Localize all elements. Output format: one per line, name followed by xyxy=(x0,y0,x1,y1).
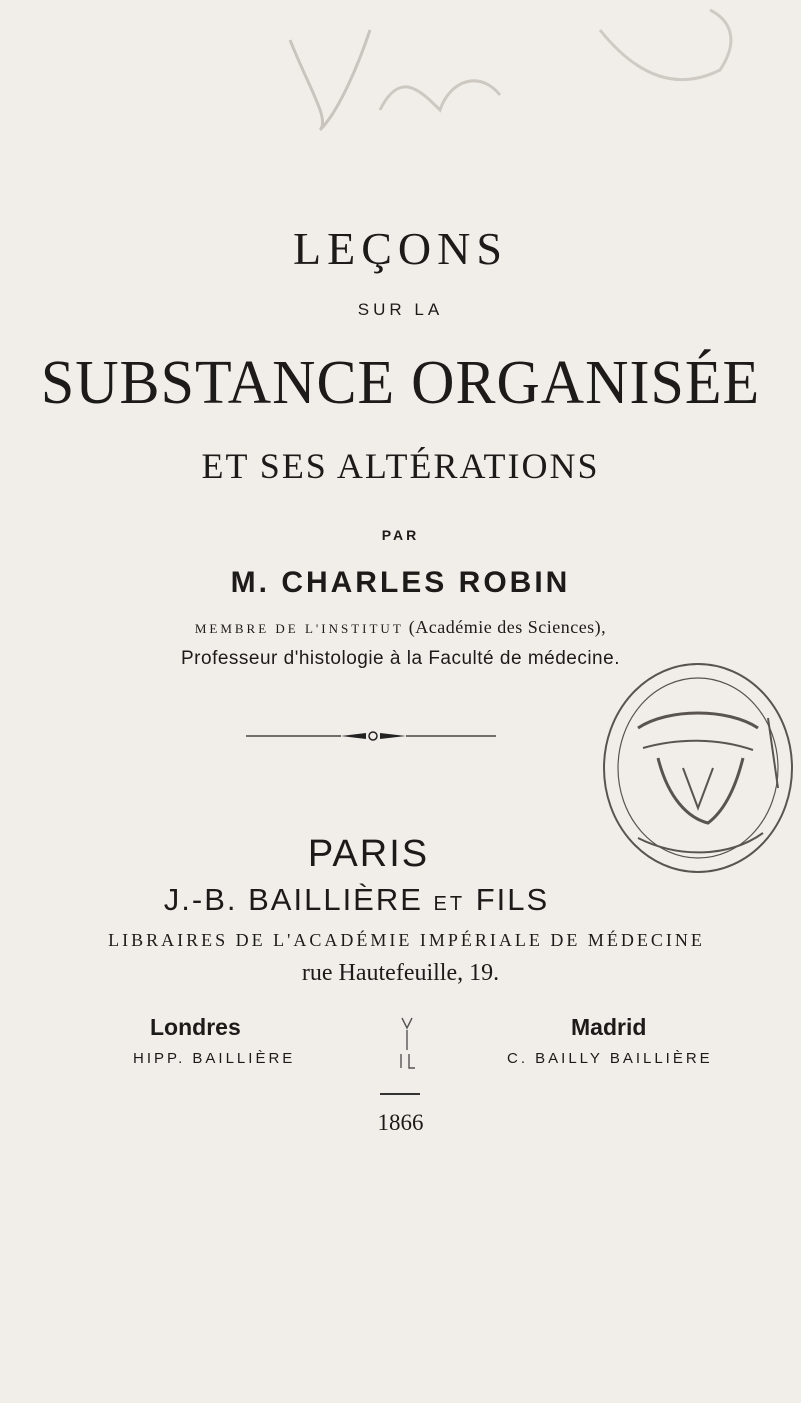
membership-caps: MEMBRE DE L'INSTITUT xyxy=(194,621,404,636)
handwritten-annotation xyxy=(120,0,770,150)
sur-la: SUR LA xyxy=(357,300,444,319)
publisher-name: J.-B. BAILLIÈRE xyxy=(163,882,423,917)
publisher-address: rue Hautefeuille, 19. xyxy=(301,960,500,986)
branch-city-left: Londres xyxy=(150,1014,241,1040)
branch-publisher-left: HIPP. BAILLIÈRE xyxy=(133,1050,296,1067)
publisher xyxy=(0,882,757,918)
author-professorship: Professeur d'histologie à la Faculté de médecine. xyxy=(181,648,620,669)
publisher-et: ET xyxy=(433,893,466,915)
publisher-fils: FILS xyxy=(475,882,550,917)
branch-publisher-right: C. BAILLY BAILLIÈRE xyxy=(507,1050,713,1067)
publisher-description: LIBRAIRES DE L'ACADÉMIE IMPÉRIALE DE MÉDECINE xyxy=(108,930,705,950)
main-title: SUBSTANCE ORGANISÉE xyxy=(40,347,761,417)
publication-year: 1866 xyxy=(377,1110,424,1135)
title-lecons: LEÇONS xyxy=(293,223,508,274)
par-label: PAR xyxy=(381,527,420,543)
membership-rest: (Académie des Sciences), xyxy=(408,617,607,637)
author-membership xyxy=(0,617,801,638)
author-name: M. CHARLES ROBIN xyxy=(230,566,571,599)
vertical-divider-icon xyxy=(397,1014,417,1074)
subtitle: ET SES ALTÉRATIONS xyxy=(201,446,600,486)
publication-city: PARIS xyxy=(307,833,430,875)
branch-city-right: Madrid xyxy=(571,1014,647,1040)
ornament-divider-icon xyxy=(246,729,496,743)
year-rule xyxy=(380,1093,420,1095)
